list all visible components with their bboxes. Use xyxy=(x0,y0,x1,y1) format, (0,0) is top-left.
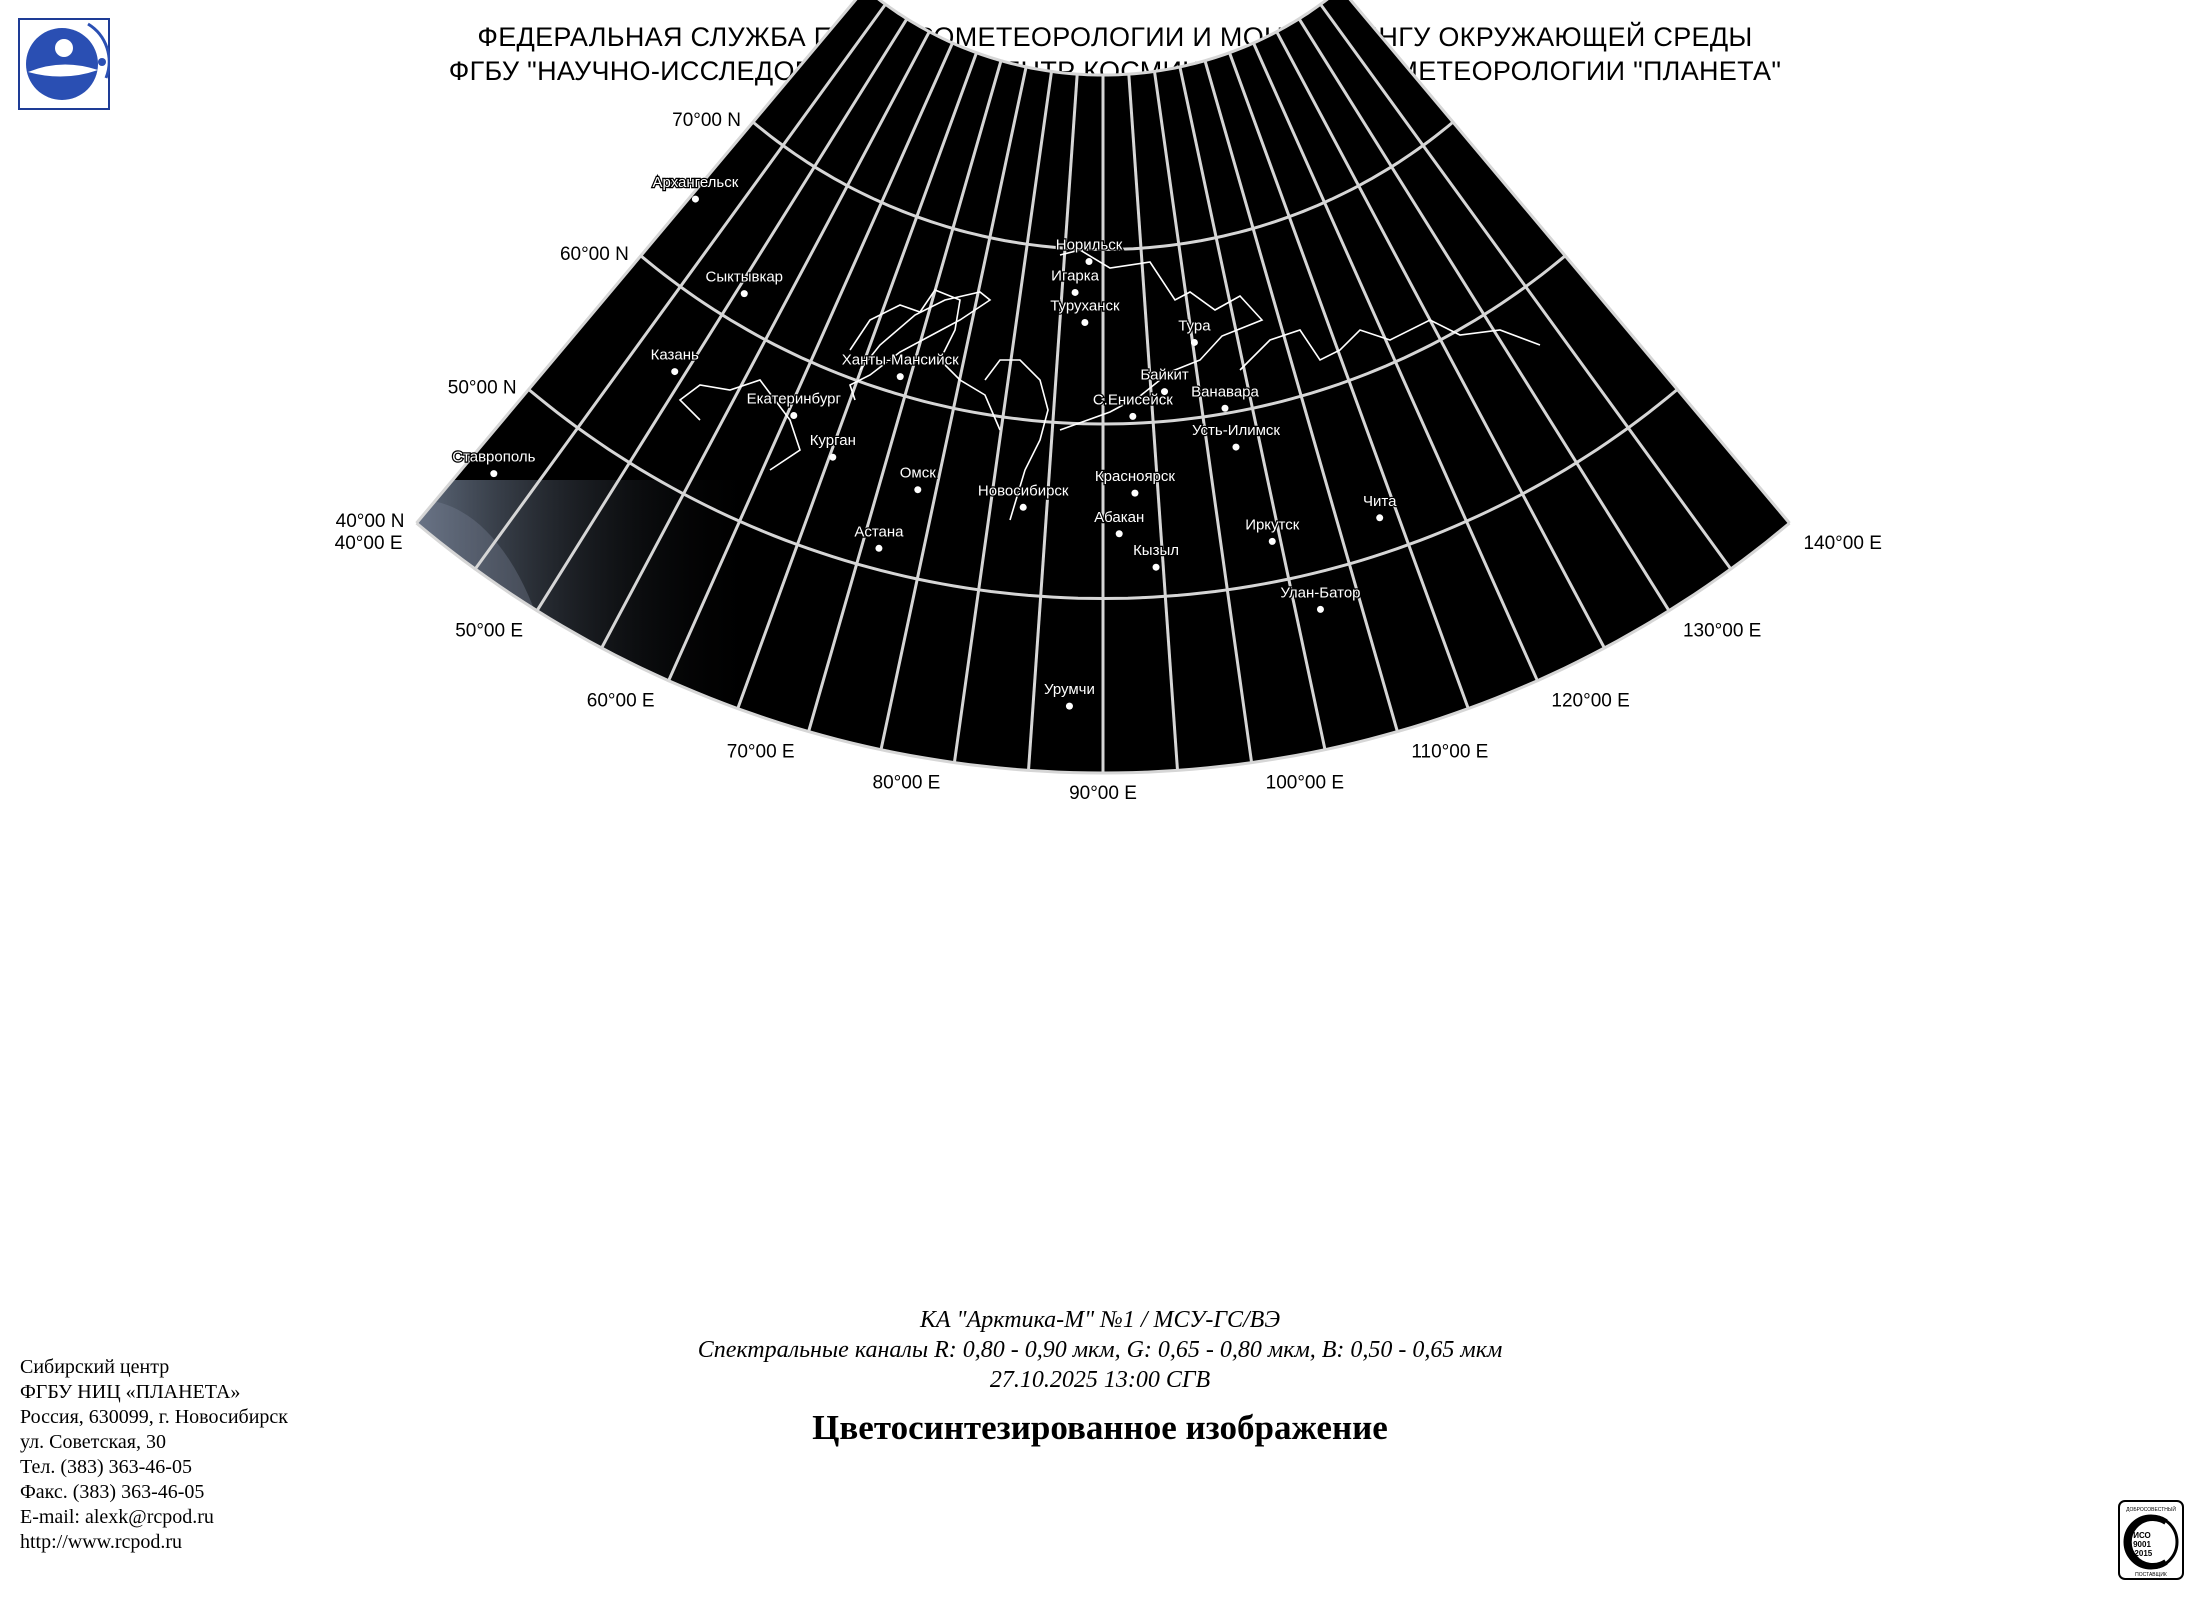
city-marker xyxy=(1072,289,1079,296)
city-label: Новосибирск xyxy=(977,482,1069,500)
city-marker xyxy=(1232,444,1239,451)
city-label: Чита xyxy=(1362,492,1397,510)
caption-datetime: 27.10.2025 13:00 СГВ xyxy=(989,1367,1211,1393)
caption-channels: Спектральные каналы R: 0,80 - 0,90 мкм, G: 0,65 - 0,80 мкм, B: 0,50 - 0,65 мкм xyxy=(697,1337,1503,1363)
city-label: Екатеринбург xyxy=(746,390,841,408)
city-label: Туруханск xyxy=(1050,297,1120,315)
city-label: Омск xyxy=(899,464,936,482)
city-marker xyxy=(741,290,748,297)
city-marker xyxy=(671,368,678,375)
city-marker xyxy=(1129,413,1136,420)
city-label: Курган xyxy=(809,432,856,450)
lon-label: 60°00 E xyxy=(586,690,655,712)
city-marker xyxy=(790,412,797,419)
iso-top-text: ДОБРОСОВЕСТНЫЙ xyxy=(2126,1507,2176,1513)
address-website[interactable]: http://www.rcpod.ru xyxy=(20,1531,183,1553)
lon-label: 140°00 E xyxy=(1803,533,1882,555)
iso-number: 9001 xyxy=(2133,1540,2151,1549)
kazakh-border xyxy=(500,760,1080,960)
city-label: Кызыл xyxy=(1133,542,1180,560)
city-marker xyxy=(1116,530,1123,537)
lat-label: 70°00 N xyxy=(672,110,742,132)
iso-year: -2015 xyxy=(2131,1549,2153,1558)
city-label: Тура xyxy=(1178,317,1211,335)
city-label: Казань xyxy=(650,346,699,364)
lon-label: 110°00 E xyxy=(1411,741,1489,763)
balkhash-lake xyxy=(880,1085,990,1110)
city-marker xyxy=(1191,339,1198,346)
lon-label: 50°00 E xyxy=(455,620,524,642)
city-label: Урумчи xyxy=(1044,681,1095,699)
city-marker xyxy=(1066,703,1073,710)
cloud-band xyxy=(280,500,560,1020)
city-label: Усть-Илимск xyxy=(1191,422,1280,440)
address-org: Сибирский центр xyxy=(20,1356,170,1378)
lon-label: 100°00 E xyxy=(1265,772,1345,794)
lat-label: 40°00 N xyxy=(335,511,405,533)
city-label: Иркутск xyxy=(1245,516,1300,534)
city-label: Игарка xyxy=(1051,267,1100,285)
city-label: Архангельск xyxy=(652,174,739,192)
lat-label: 50°00 N xyxy=(447,377,517,399)
address-city: Россия, 630099, г. Новосибирск xyxy=(20,1406,289,1428)
city-label: Абакан xyxy=(1094,508,1145,526)
address-fax: Факс. (383) 363-46-05 xyxy=(20,1481,205,1503)
contact-address xyxy=(20,1355,288,1555)
lon-label: 70°00 E xyxy=(726,741,795,763)
city-marker xyxy=(490,470,497,477)
city-marker xyxy=(1020,504,1027,511)
city-marker xyxy=(914,486,921,493)
mongolia-border xyxy=(1080,860,1560,960)
limb-edge-east xyxy=(1740,600,1940,1000)
city-label: Сыктывкар xyxy=(705,268,784,286)
iso-certification-badge xyxy=(2118,1500,2184,1580)
city-marker xyxy=(1081,319,1088,326)
city-label: Улан-Батор xyxy=(1280,584,1361,602)
lon-label: 80°00 E xyxy=(872,772,941,794)
city-marker xyxy=(1131,490,1138,497)
city-marker xyxy=(829,454,836,461)
city-label: Ванавара xyxy=(1191,383,1259,401)
city-label: Норильск xyxy=(1055,236,1123,254)
city-label: Красноярск xyxy=(1094,468,1175,486)
caspian-coast xyxy=(540,960,670,1110)
city-label: Ханты-Мансийск xyxy=(841,351,959,369)
far-east-coast xyxy=(1560,700,1800,860)
lon-label: 120°00 E xyxy=(1551,690,1630,712)
china-border xyxy=(960,1000,1450,1160)
city-label: С.Енисейск xyxy=(1092,391,1173,409)
city-marker xyxy=(1086,258,1093,265)
address-phone: Тел. (383) 363-46-05 xyxy=(20,1456,192,1478)
iso-bottom-text: ПОСТАВЩИК xyxy=(2135,1572,2167,1578)
header-line-1: ФЕДЕРАЛЬНАЯ СЛУЖБА ПО ГИДРОМЕТЕОРОЛОГИИ И МОНИТОРИНГУ ОКРУЖАЮЩЕЙ СРЕДЫ xyxy=(477,22,1753,52)
aral-sea xyxy=(730,1080,800,1140)
address-email[interactable]: E-mail: alexk@rcpod.ru xyxy=(20,1506,214,1528)
image-title: Цветосинтезированное изображение xyxy=(812,1408,1388,1447)
header-line-2: ФГБУ "НАУЧНО-ИССЛЕДОВАТЕЛЬСКИЙ ЦЕНТР КОСМИЧЕСКОЙ ГИДРОМЕТЕОРОЛОГИИ "ПЛАНЕТА" xyxy=(448,56,1782,86)
city-marker xyxy=(1269,538,1276,545)
lake-baikal xyxy=(1280,800,1350,860)
iso-label: ИСО xyxy=(2133,1531,2151,1540)
city-marker xyxy=(897,373,904,380)
city-marker xyxy=(875,545,882,552)
city-marker xyxy=(1317,606,1324,613)
city-marker xyxy=(1221,405,1228,412)
lon-label: 40°00 E xyxy=(334,533,403,555)
lat-label: 60°00 N xyxy=(559,243,629,265)
city-marker xyxy=(1153,564,1160,571)
lon-label: 130°00 E xyxy=(1682,620,1762,642)
city-label: Байкит xyxy=(1140,366,1189,384)
city-label: Астана xyxy=(854,523,904,541)
address-street: ул. Советская, 30 xyxy=(20,1431,166,1453)
city-marker xyxy=(1376,514,1383,521)
lon-label: 90°00 E xyxy=(1069,783,1137,804)
city-label: Ставрополь xyxy=(452,448,536,466)
city-marker xyxy=(692,196,699,203)
address-institution: ФГБУ НИЦ «ПЛАНЕТА» xyxy=(20,1381,241,1403)
caption-satellite: КА "Арктика-М" №1 / МСУ-ГС/ВЭ xyxy=(919,1307,1281,1333)
